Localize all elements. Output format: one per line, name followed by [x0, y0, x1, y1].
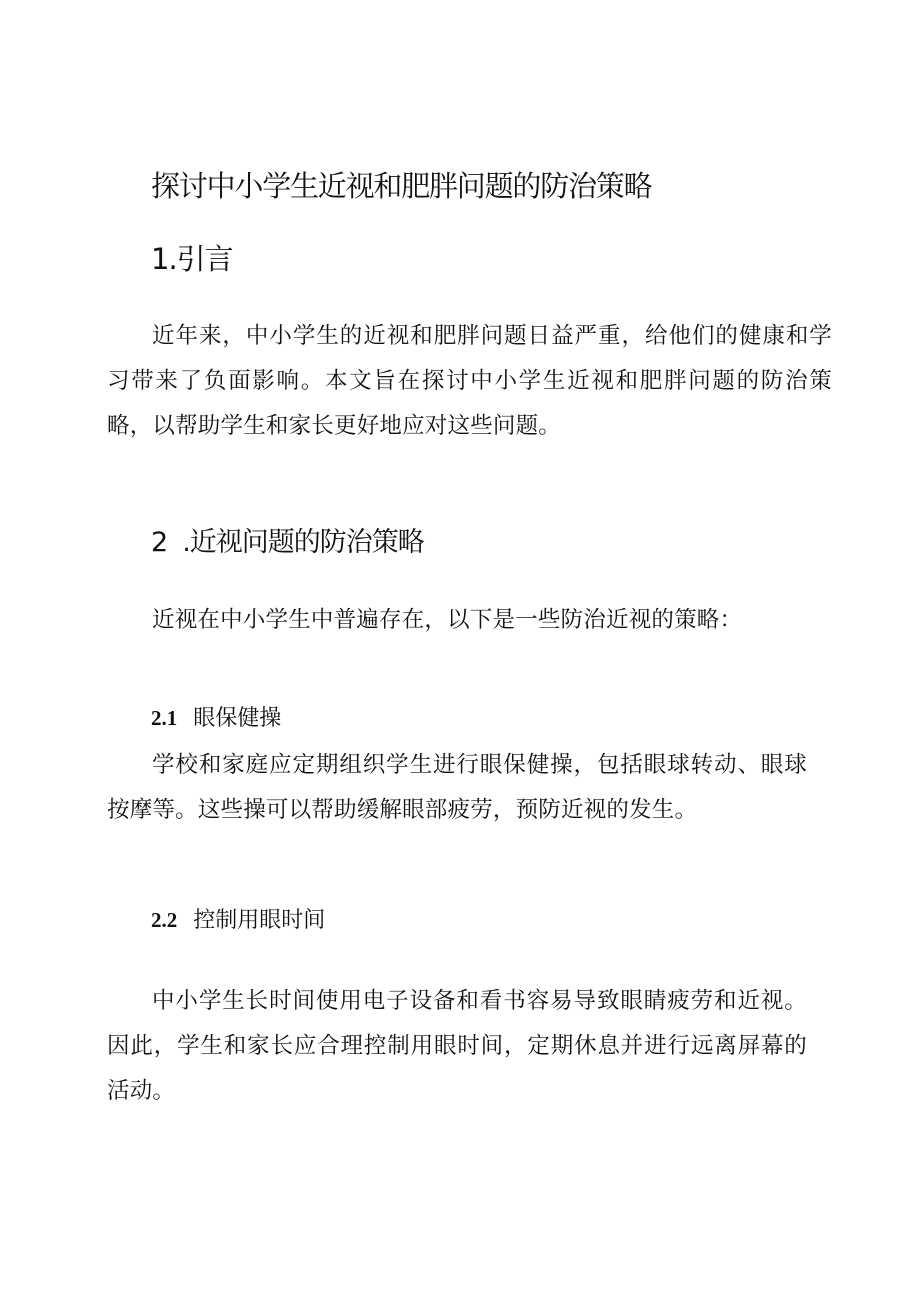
subsection-number: 2.2 — [151, 908, 178, 932]
section-heading-introduction: 1.引言 — [151, 242, 233, 276]
section-heading-text: .近视问题的防治策略 — [182, 527, 424, 558]
section-heading-myopia — [151, 521, 424, 565]
eye-exercises-paragraph: 学校和家庭应定期组织学生进行眼保健操，包括眼球转动、眼球按摩等。这些操可以帮助缓解眼部疲劳，预防近视的发生。 — [107, 752, 807, 823]
screen-time-paragraph: 中小学生长时间使用电子设备和看书容易导致眼睛疲劳和近视。因此，学生和家长应合理控制用眼时间，定期休息并进行远离屏幕的活动。 — [107, 988, 807, 1104]
myopia-intro-paragraph: 近视在中小学生中普遍存在，以下是一些防治近视的策略： — [152, 607, 743, 633]
section-number: 2 — [151, 527, 169, 558]
subsection-number: 2.1 — [151, 706, 178, 730]
subsection-heading-screen-time — [151, 903, 325, 938]
subsection-title: 控制用眼时间 — [193, 908, 326, 933]
introduction-paragraph: 近年来，中小学生的近视和肥胖问题日益严重，给他们的健康和学习带来了负面影响。本文旨在探讨中小学生近视和肥胖问题的防治策略，以帮助学生和家长更好地应对这些问题。 — [107, 323, 832, 439]
subsection-title: 眼保健操 — [193, 706, 282, 731]
subsection-heading-eye-exercises — [151, 701, 281, 736]
document-title: 探讨中小学生近视和肥胖问题的防治策略 — [151, 169, 652, 203]
